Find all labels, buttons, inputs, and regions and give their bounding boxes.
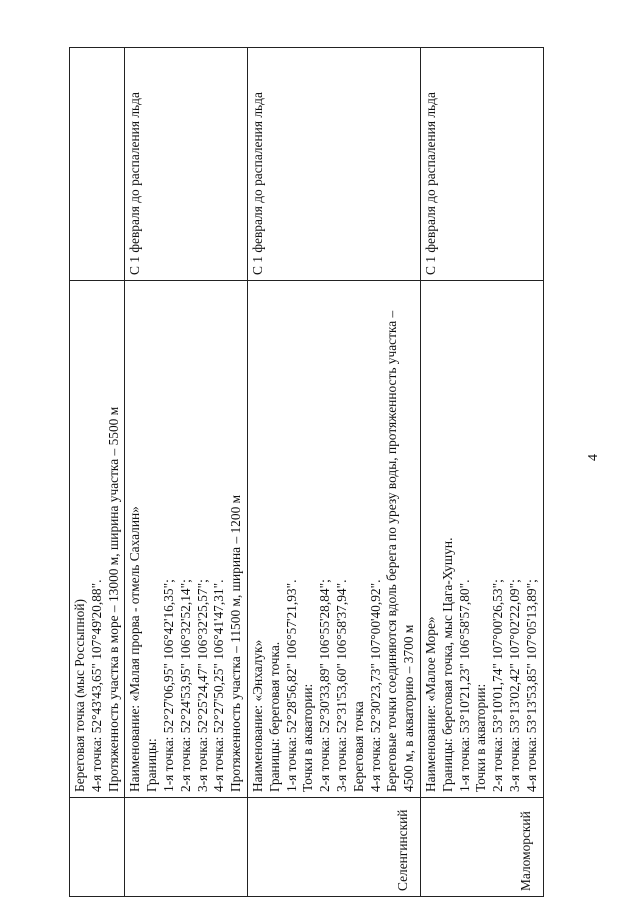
region-cell	[70, 798, 125, 897]
description-line: 1-я точка: 53°10'21,23" 106°58'57,80".	[456, 579, 472, 792]
description-line: 4-я точка: 53°13'53,85" 107°05'13,89";	[523, 579, 539, 792]
period-cell: С 1 февраля до распаления льда	[125, 48, 248, 281]
region-cell	[125, 798, 248, 897]
description-line: 3-я точка: 53°13'02,42" 107°02'22,09";	[506, 579, 522, 792]
table-row	[70, 48, 125, 897]
description-line: 4-я точка: 52°27'50,25" 106°41'47,31".	[211, 579, 227, 792]
description-cell	[125, 281, 248, 798]
description-line: 2-я точка: 53°10'01,74" 107°00'26,53";	[490, 579, 506, 792]
table-row	[420, 48, 543, 897]
description-line: Границы:	[144, 738, 160, 792]
period-cell: С 1 февраля до распаления льда	[420, 48, 543, 281]
description-cell	[70, 281, 125, 798]
description-line: Протяженность участка в море – 13000 м, ширина участка – 5500 м	[105, 406, 121, 792]
region-cell: Маломорский	[420, 798, 543, 897]
description-line: 1-я точка: 52°28'56,82" 106°57'21,93".	[283, 579, 299, 792]
description-line: Береговые точки соединяются вдоль берега по урезу воды, протяженность участка – 4500 м, в акваторию – 3700 м	[384, 310, 417, 792]
description-line: 4-я точка: 52°43'43,65" 107°49'20,88".	[88, 579, 104, 792]
description-cell	[420, 281, 543, 798]
description-line: Протяженность участка – 11500 м, ширина – 1200 м	[228, 494, 244, 792]
description-line: Точки в акватории:	[300, 683, 316, 792]
period-cell: С 1 февраля до распаления льда	[247, 48, 420, 281]
description-line: Береговая точка	[350, 701, 366, 792]
table-row	[125, 48, 248, 897]
description-line: 2-я точка: 52°30'33,89" 106°55'28,84";	[317, 579, 333, 792]
description-line: Точки в акватории:	[473, 683, 489, 792]
description-line: 4-я точка: 52°30'23,73" 107°00'40,92".	[367, 579, 383, 792]
description-cell	[247, 281, 420, 798]
description-line: Наименование: «Малая прорва - отмель Сахалин»	[127, 506, 143, 792]
description-line: 2-я точка: 52°24'53,95" 106°32'52,14";	[177, 579, 193, 792]
regulation-table	[69, 47, 544, 897]
description-line: 3-я точка: 52°31'53,60" 106°58'37,94".	[333, 579, 349, 792]
description-line: Границы: береговая точка.	[266, 641, 282, 792]
period-cell	[70, 48, 125, 281]
description-line: 3-я точка: 52°25'24,47" 106°32'25,57";	[194, 579, 210, 792]
description-line: Наименование: «Малое Море»	[422, 616, 438, 792]
description-line: Береговая точка (мыс Россыпной)	[72, 599, 87, 792]
description-line: 1-я точка: 52°27'06,95" 106°42'16,35";	[160, 579, 176, 792]
table-row	[247, 48, 420, 897]
description-line: Наименование: «Энхалук»	[249, 639, 265, 792]
region-cell: Селенгинский	[247, 798, 420, 897]
table-body	[70, 48, 544, 897]
page-number: 4	[586, 454, 601, 461]
description-line: Границы: береговая точка, мыс Цага-Хушун.	[439, 537, 455, 792]
